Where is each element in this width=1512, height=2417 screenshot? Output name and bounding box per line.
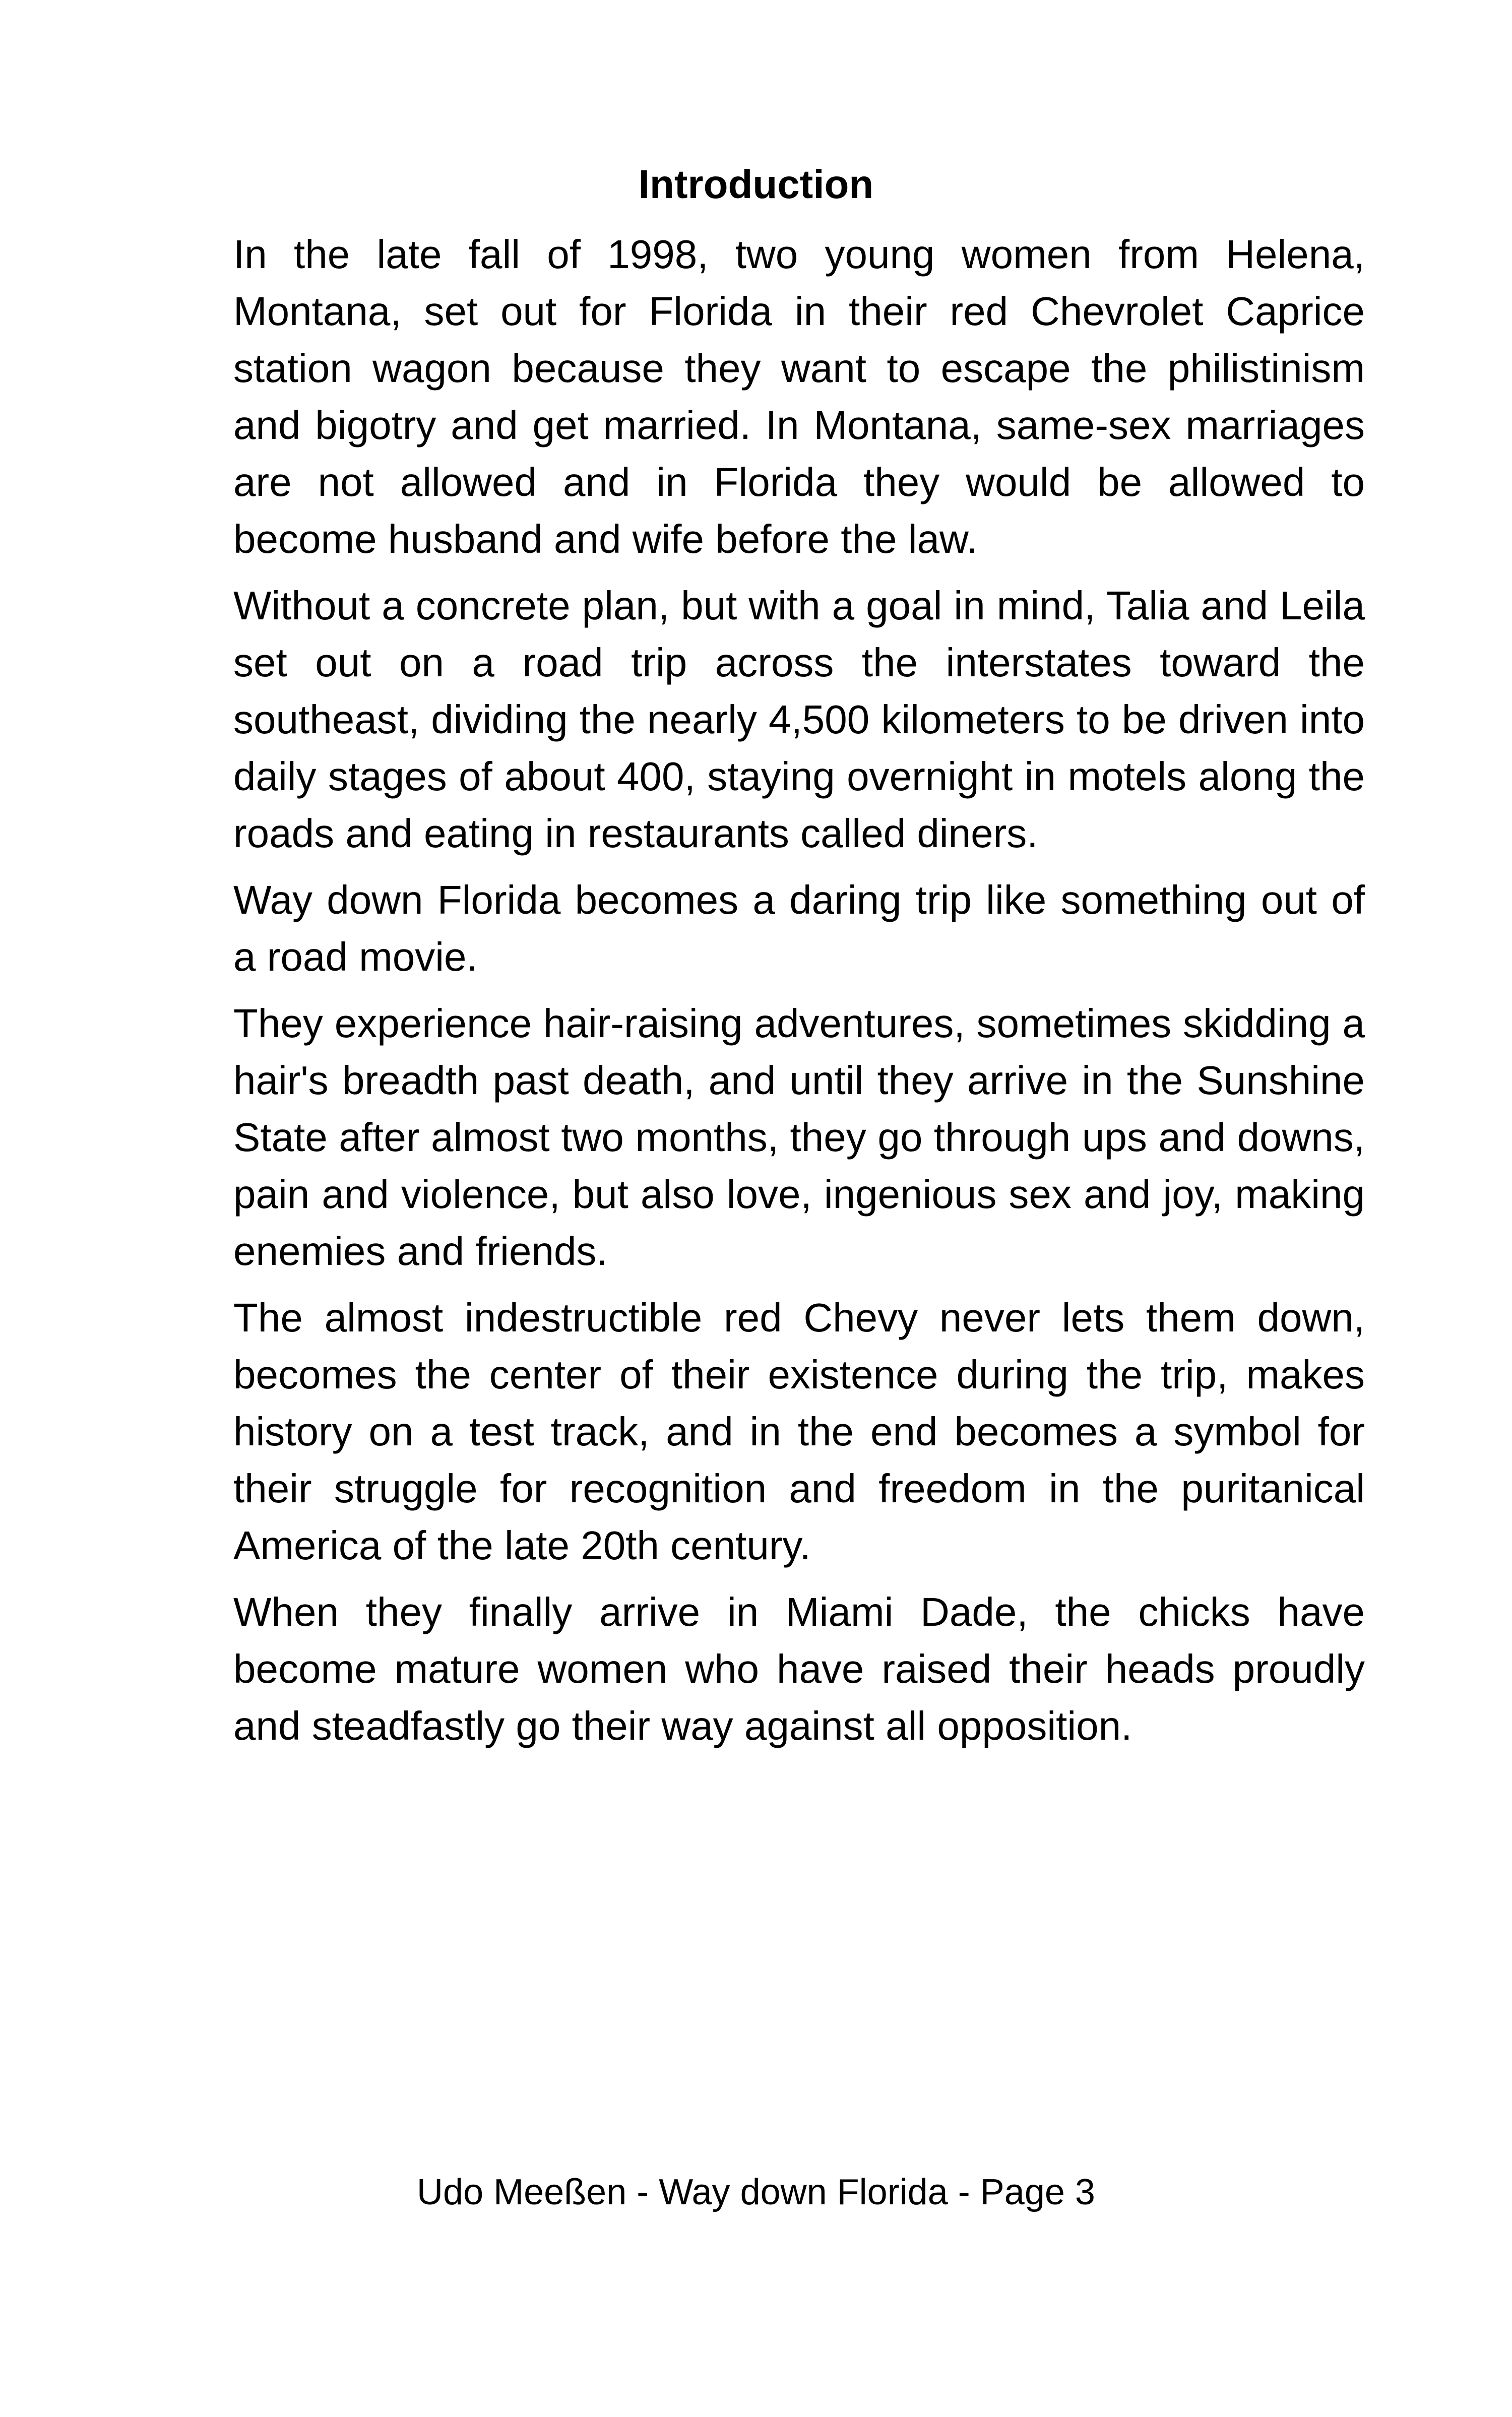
- page-footer: Udo Meeßen - Way down Florida - Page 3: [417, 2172, 1095, 2212]
- paragraph-2: Without a concrete plan, but with a goal in mind, Talia and Leila set out on a road trip across the interstates toward the southeast, dividing the nearly 4,500 kilometers to be driven into daily stages of about 400, staying overnight in motels along the roads and eating in restaurants called diners.: [233, 583, 1365, 856]
- paragraph-5: The almost indestructible red Chevy never lets them down, becomes the center of their existence during the trip, makes history on a test track, and in the end becomes a symbol for their struggle for recognition and freedom in the puritanical America of the late 20th century.: [233, 1295, 1365, 1568]
- body-text: [233, 226, 1365, 1764]
- paragraph-1: In the late fall of 1998, two young women from Helena, Montana, set out for Florida in their red Chevrolet Caprice station wagon because they want to escape the philistinism and bigotry and get married. In Montana, same-sex marriages are not allowed and in Florida they would be allowed to become husband and wife before the law.: [233, 232, 1365, 561]
- paragraph-3: Way down Florida becomes a daring trip like something out of a road movie.: [233, 877, 1365, 979]
- paragraph-6: When they finally arrive in Miami Dade, the chicks have become mature women who have raised their heads proudly and steadfastly go their way against all opposition.: [233, 1589, 1365, 1748]
- page-title: Introduction: [638, 162, 874, 207]
- paragraph-4: They experience hair-raising adventures, sometimes skidding a hair's breadth past death, and until they arrive in the Sunshine State after almost two months, they go through ups and downs, pain and violence, but also love, ingenious sex and joy, making enemies and friends.: [233, 1001, 1365, 1274]
